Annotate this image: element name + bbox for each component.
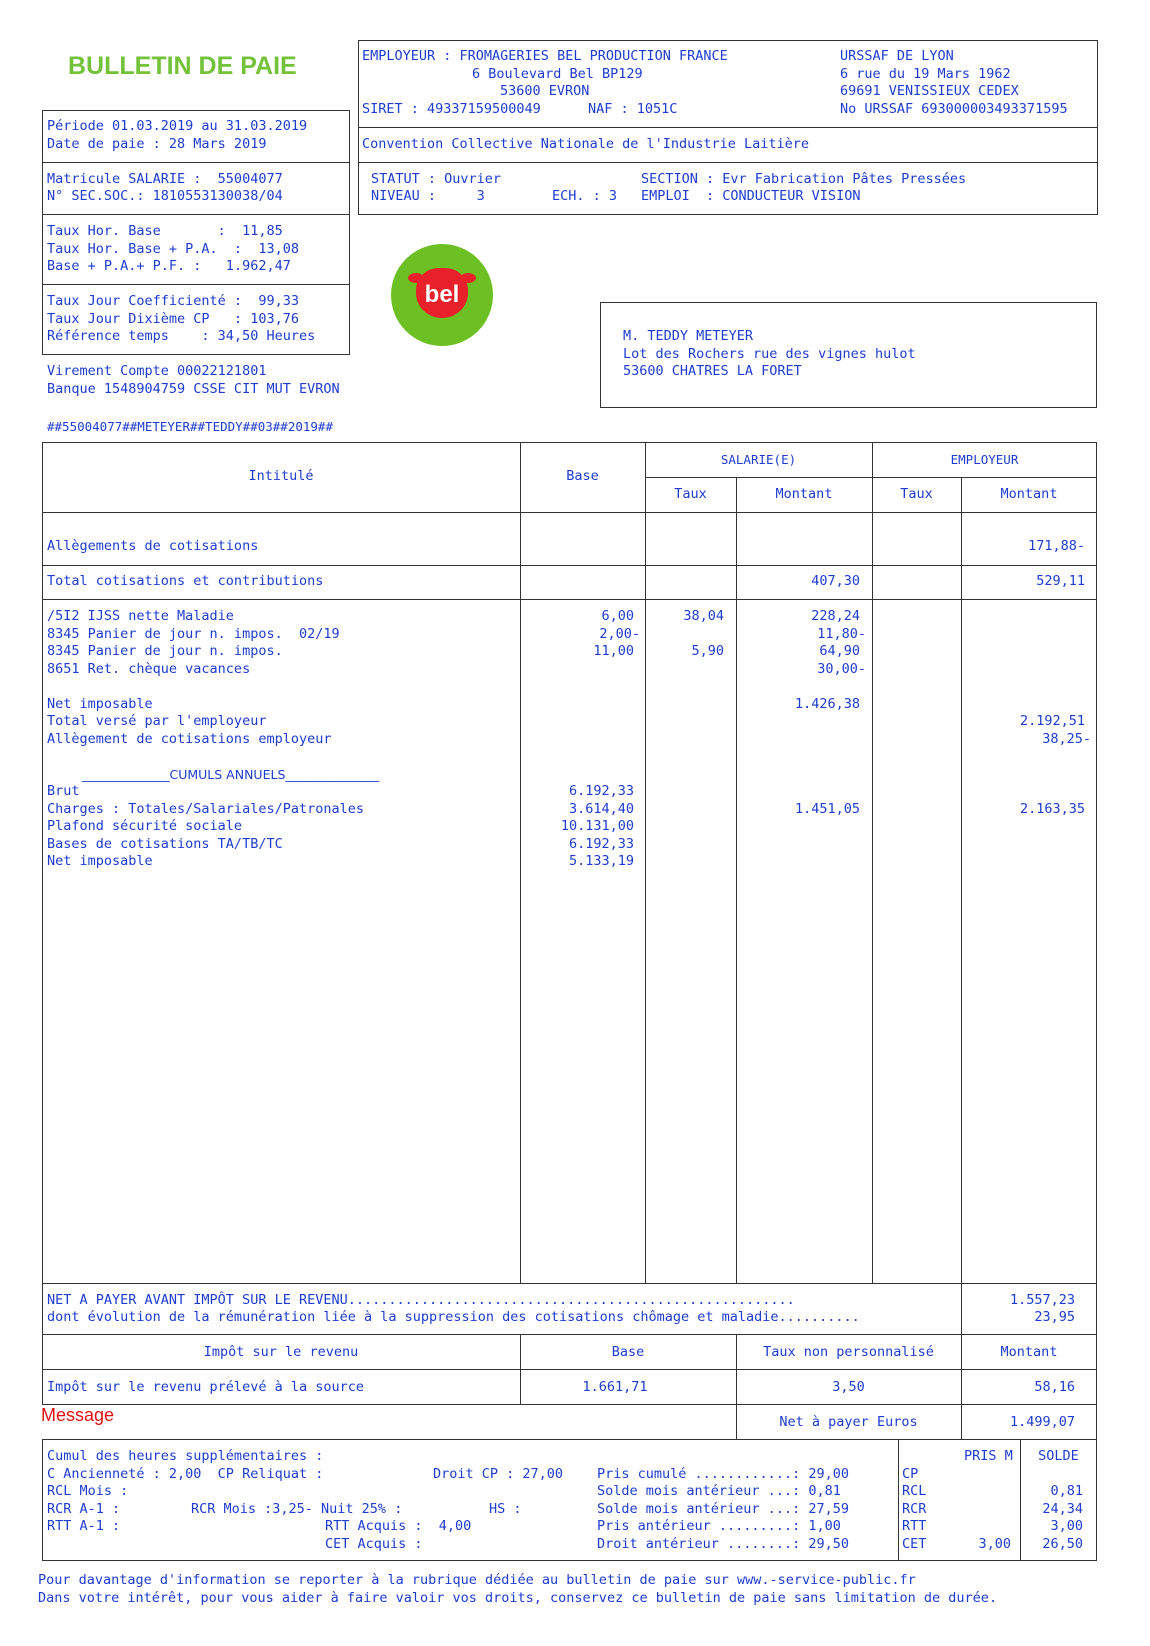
echelon: ECH. : 3 [552, 188, 618, 204]
line-base: 2,00- [599, 626, 640, 642]
net-imposable-value: 1.426,38 [794, 696, 860, 712]
header-base: Base [566, 468, 599, 484]
solde-anterieur-rcl: Solde mois antérieur ...: 0,81 [597, 1483, 841, 1499]
line-label: 8651 Ret. chèque vacances [47, 661, 251, 677]
line-montant: 11,80- [817, 626, 866, 642]
urssaf-name: URSSAF DE LYON [840, 48, 954, 64]
net-a-payer-label: Net à payer Euros [779, 1414, 918, 1430]
virement: Virement Compte 00022121801 [47, 363, 267, 379]
emploi: EMPLOI : CONDUCTEUR VISION [641, 188, 861, 204]
solde-rcr: 24,34 [1042, 1501, 1083, 1517]
recipient-name: M. TEDDY METEYER [623, 328, 754, 344]
allegement-emp-label: Allègement de cotisations employeur [47, 731, 332, 747]
total-sal-montant: 407,30 [811, 573, 860, 589]
rcr-mois: RCR Mois :3,25- Nuit 25% : [191, 1501, 403, 1517]
code-cp: CP [902, 1466, 919, 1482]
droit-cp: Droit CP : 27,00 [433, 1466, 564, 1482]
net-imposable-label: Net imposable [47, 696, 153, 712]
cumul-label: Brut [47, 783, 80, 799]
pris-cet: 3,00 [978, 1536, 1011, 1552]
total-verse-label: Total versé par l'employeur [47, 713, 267, 729]
solde-anterieur-rcr: Solde mois antérieur ...: 27,59 [597, 1501, 849, 1517]
base-pa-pf: Base + P.A.+ P.F. : 1.962,47 [47, 258, 291, 274]
line-label: 8345 Panier de jour n. impos. 02/19 [47, 626, 340, 642]
code-rtt: RTT [902, 1518, 927, 1534]
header-emp-taux: Taux [900, 486, 933, 502]
line-label: 8345 Panier de jour n. impos. [47, 643, 283, 659]
impot-header-montant: Montant [1000, 1344, 1058, 1360]
cumul-emp: 2.163,35 [1019, 801, 1085, 817]
urssaf-number: No URSSAF 693000003493371595 [840, 101, 1068, 117]
cumul-label: Bases de cotisations TA/TB/TC [47, 836, 283, 852]
heures-sup: Cumul des heures supplémentaires : [47, 1448, 324, 1464]
page-title: BULLETIN DE PAIE [68, 52, 297, 80]
cumul-label: Net imposable [47, 853, 153, 869]
recipient-city: 53600 CHATRES LA FORET [623, 363, 802, 379]
urssaf-address: 6 rue du 19 Mars 1962 [840, 66, 1011, 82]
cumul-base: 10.131,00 [560, 818, 634, 834]
section: SECTION : Evr Fabrication Pâtes Pressées [641, 171, 967, 187]
solde-cet: 26,50 [1042, 1536, 1083, 1552]
pris-anterieur: Pris antérieur .........: 1,00 [597, 1518, 841, 1534]
allegements-emp-montant: 171,88- [1028, 538, 1085, 554]
statut: STATUT : Ouvrier [371, 171, 502, 187]
line-base: 6,00 [601, 608, 634, 624]
total-emp-montant: 529,11 [1036, 573, 1085, 589]
taux-hor-base-pa: Taux Hor. Base + P.A. : 13,08 [47, 241, 299, 257]
convention: Convention Collective Nationale de l'Industrie Laitière [362, 136, 810, 152]
taux-jour-dixieme: Taux Jour Dixième CP : 103,76 [47, 311, 299, 327]
impot-label: Impôt sur le revenu prélevé à la source [47, 1379, 364, 1395]
solde-rcl: 0,81 [1050, 1483, 1083, 1499]
rtt-a1: RTT A-1 : [47, 1518, 121, 1534]
code-rcl: RCL [902, 1483, 927, 1499]
anciennete: C Ancienneté : 2,00 CP Reliquat : [47, 1466, 324, 1482]
hs: HS : [489, 1501, 522, 1517]
employer-name: EMPLOYEUR : FROMAGERIES BEL PRODUCTION FRANCE [362, 48, 728, 64]
rtt-acquis: RTT Acquis : 4,00 [325, 1518, 472, 1534]
impot-base: 1.661,71 [582, 1379, 648, 1395]
solde-header: SOLDE [1038, 1448, 1079, 1464]
impot-taux: 3,50 [832, 1379, 865, 1395]
cumul-base: 6.192,33 [568, 783, 634, 799]
pris-cumule: Pris cumulé ............: 29,00 [597, 1466, 849, 1482]
allegement-emp-value: 38,25- [1042, 731, 1091, 747]
line-taux: 38,04 [683, 608, 724, 624]
footer-info: Pour davantage d'information se reporter à la rubrique dédiée au bulletin de paie sur www.-service-public.fr [38, 1572, 916, 1588]
cumul-label: Plafond sécurité sociale [47, 818, 243, 834]
niveau: NIVEAU : 3 [371, 188, 485, 204]
employer-city: 53600 EVRON [500, 83, 590, 99]
employer-siret: SIRET : 49337159500049 [362, 101, 541, 117]
cumuls-title: ______________CUMULS ANNUELS_______________ [82, 767, 380, 782]
header-sal-taux: Taux [674, 486, 707, 502]
line-base: 11,00 [593, 643, 634, 659]
period: Période 01.03.2019 au 31.03.2019 [47, 118, 308, 134]
impot-montant: 58,16 [1034, 1379, 1075, 1395]
banque: Banque 1548904759 CSSE CIT MUT EVRON [47, 381, 340, 397]
net-avant-impot-value: 1.557,23 [1009, 1292, 1075, 1308]
total-cotisations-label: Total cotisations et contributions [47, 573, 324, 589]
bel-logo [391, 244, 493, 346]
solde-rtt: 3,00 [1050, 1518, 1083, 1534]
header-employeur: EMPLOYEUR [950, 452, 1019, 467]
droit-anterieur: Droit antérieur ........: 29,50 [597, 1536, 849, 1552]
line-montant: 228,24 [811, 608, 860, 624]
cumul-base: 5.133,19 [568, 853, 634, 869]
message-label: Message [41, 1405, 115, 1425]
cumul-sal: 1.451,05 [794, 801, 860, 817]
employer-address: 6 Boulevard Bel BP129 [472, 66, 643, 82]
cumul-base: 6.192,33 [568, 836, 634, 852]
pay-date: Date de paie : 28 Mars 2019 [47, 136, 267, 152]
taux-hor-base: Taux Hor. Base : 11,85 [47, 223, 283, 239]
reference-temps: Référence temps : 34,50 Heures [47, 328, 316, 344]
evolution-value: 23,95 [1034, 1309, 1075, 1325]
header-salarie: SALARIE(E) [720, 452, 797, 467]
cumul-label: Charges : Totales/Salariales/Patronales [47, 801, 364, 817]
impot-header-label: Impôt sur le revenu [203, 1344, 359, 1360]
code-rcr: RCR [902, 1501, 927, 1517]
reference-code: ##55004077##METEYER##TEDDY##03##2019## [47, 419, 333, 434]
rcl-mois: RCL Mois : [47, 1483, 129, 1499]
footer-conservation: Dans votre intérêt, pour vous aider à faire valoir vos droits, conservez ce bulletin de paie sans limitation de durée. [38, 1590, 998, 1606]
code-cet: CET [902, 1536, 927, 1552]
rcr-a1: RCR A-1 : [47, 1501, 121, 1517]
net-a-payer-value: 1.499,07 [1009, 1414, 1075, 1430]
header-sal-montant: Montant [775, 486, 833, 502]
impot-header-taux: Taux non personnalisé [763, 1344, 934, 1360]
urssaf-city: 69691 VENISSIEUX CEDEX [840, 83, 1019, 99]
net-avant-impot-label: NET A PAYER AVANT IMPÔT SUR LE REVENU....................................................... [47, 1292, 795, 1308]
matricule: Matricule SALARIE : 55004077 [47, 171, 283, 187]
taux-jour-coef: Taux Jour Coefficienté : 99,33 [47, 293, 299, 309]
header-intitule: Intitulé [248, 468, 314, 484]
line-montant: 30,00- [817, 661, 866, 677]
employer-naf: NAF : 1051C [588, 101, 678, 117]
sec-soc: N° SEC.SOC.: 1810553130038/04 [47, 188, 283, 204]
line-label: /5I2 IJSS nette Maladie [47, 608, 234, 624]
recipient-street: Lot des Rochers rue des vignes hulot [623, 346, 916, 362]
allegements-label: Allègements de cotisations [47, 538, 259, 554]
cumul-base: 3.614,40 [568, 801, 634, 817]
line-taux: 5,90 [691, 643, 724, 659]
header-emp-montant: Montant [1000, 486, 1058, 502]
total-verse-value: 2.192,51 [1019, 713, 1085, 729]
cet-acquis: CET Acquis : [325, 1536, 423, 1552]
impot-header-base: Base [611, 1344, 645, 1360]
logo-text: bel [424, 281, 460, 308]
evolution-label: dont évolution de la rémunération liée à la suppression des cotisations chômage et maladie.......... [47, 1309, 860, 1325]
pris-m-header: PRIS M [964, 1448, 1013, 1464]
line-montant: 64,90 [819, 643, 860, 659]
